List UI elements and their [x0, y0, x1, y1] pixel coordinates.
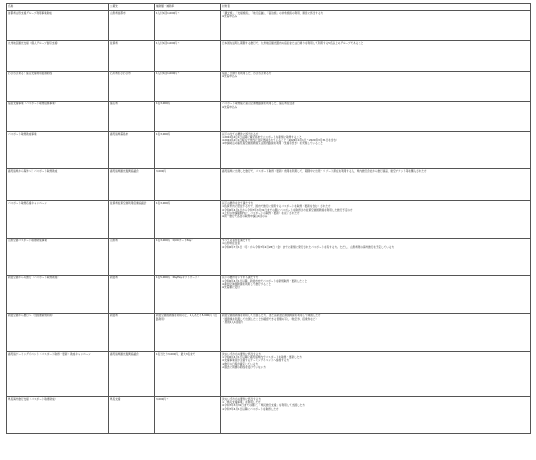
table-row — [7, 169, 531, 201]
cell-eligibility: 次のいずれかの要件に該当する方 ①令和6年4月1日以降に鹿児島県内でパスポートを取得・更新した方 ②支援事業者が主催するゲーミングイベントへ参加する方 ③旅行の日程が確定している方 ④過去に同様の助成を受けていない方 — [221, 352, 531, 397]
cell-name: 新潟空港から旅行へ（出国便新規利用） — [7, 313, 109, 351]
cell-name: 県民海外旅行支援（パスポート取得助成） — [7, 397, 109, 434]
header-organization: 公募先 — [109, 4, 155, 11]
cell-organization: 佐賀県佐賀空港利用促進協議会 — [109, 201, 155, 238]
cell-amount: 1人付1回1,000円〜 — [155, 11, 221, 41]
table-row — [7, 11, 531, 41]
cell-name: パスポート取得助成事業 — [7, 131, 109, 168]
cell-amount: 1名5,000円（PayPayギフトカード） — [155, 275, 221, 313]
cell-organization: 佐賀県 — [109, 41, 155, 71]
cell-amount: 3,000円 — [155, 169, 221, 201]
header-name: 名称 — [7, 4, 109, 11]
cell-amount: 1名3,000円 — [155, 131, 221, 168]
cell-eligibility: 以下の要件をいずれも満たす方 ①令和6年4月1日以降、新潟市内でパスポートを新規取得・更新したこと ②新潟空港国際線を利用して旅行すること ※先着順に受付 — [221, 275, 531, 313]
cell-name: 鹿児島ゲーミングイベント（パスポート取得・更新）助成キャンペーン — [7, 352, 109, 397]
table-row — [7, 397, 531, 434]
cell-eligibility: 日本国を証明し期間する旅行で、九州地区観光圏内の宿泊または日帰りを利用して利用する5名以上のグループであること — [221, 41, 531, 71]
cell-organization: 鹿児島県観光振興協議会 — [109, 169, 155, 201]
header-amount: 補助額・補助率 — [155, 4, 221, 11]
cell-eligibility: 以下の全ての要件に該当する方 ①2024年4月1日以降に鹿児島市でパスポートを新規に取得すること ②2024年4月1日時点で市内に住民登録されていること（2026年4月1日〜2029年3月31日を含む） ③申請時点の鹿児島空港国際線又は国内路線を利用（支援手続き）を実施していること — [221, 131, 531, 168]
cell-eligibility: 以下の要件を全て満たす方 ①佐賀市内に居住する方で、国内で旅行に使用するパスポートを取得（更新を含む）された方 ②令和6年4月1日から令和7年3月31日までの間にパスポートを取得され佐賀空港国際線を利用した旅行予定の方 ③上記の申請期間内に、パスポートの取得（更新）を完了された方 ※同一旅行で各自の取得申請は1回のみ — [221, 201, 531, 238]
cell-organization: 山形県首都市 — [109, 11, 155, 41]
cell-eligibility: すべての条件を満たす方 ①山形県在住者 ②令和6年7月1日（月）から令和7年2月28日（金）までに新規に発行されたパスポートを有する方。ただし、山形県発の海外旅行を予定している方 — [221, 238, 531, 275]
table-header-row — [7, 4, 531, 11]
cell-organization: 石川県わざわざ市 — [109, 71, 155, 101]
cell-organization: 富山県 — [109, 101, 155, 131]
cell-amount: 1名3,000円（QUOカードPay） — [155, 238, 221, 275]
cell-amount: 新潟空港国際線を利用の上、1人あたり5,000円（往路利用） — [155, 313, 221, 351]
cell-eligibility: パスポート取得後に富山空港便路線を利用した、富山県在住者 ※先着申込み — [221, 101, 531, 131]
cell-amount: 1人付1回1,000円〜 — [155, 71, 221, 101]
subsidy-table — [6, 3, 531, 434]
cell-eligibility: 「観光施」、「支援施設」、「地元店舗」、「宿泊施」の対象施設の利用、運営に該当する方 ※先着申込み — [221, 11, 531, 41]
cell-amount: 1人付1回1,000円〜 — [155, 41, 221, 71]
cell-amount: 1名3,000円 — [155, 101, 221, 131]
table-row — [7, 352, 531, 397]
cell-name: 鹿児島県から海外へ！パスポート取得助成 — [7, 169, 109, 201]
table-row — [7, 41, 531, 71]
table-row — [7, 71, 531, 101]
table-row — [7, 238, 531, 275]
cell-eligibility: 次のいずれかの要件に該当する方 ①「県民支援事業」を利用した方 ②令和7年3月31日までの間に、「県民旅行支援」を利用して出国した方 ③令和7年4月1日以降にパスポートを取得した方 — [221, 397, 531, 434]
cell-name: 首都県山形支援グループ利用事業助成 — [7, 11, 109, 41]
cell-name: 山形空港パスポート取得助成事業 — [7, 238, 109, 275]
cell-amount: 1名3,000円 — [155, 201, 221, 238]
cell-amount: 3,000円〜 — [155, 397, 221, 434]
cell-organization: 鹿児島県霧島市 — [109, 131, 155, 168]
cell-organization: 鹿児島県観光振興協議会 — [109, 352, 155, 397]
cell-name: パスポート取得応援キャンペーン — [7, 201, 109, 238]
cell-organization: 新潟県 — [109, 313, 155, 351]
table-row — [7, 201, 531, 238]
cell-eligibility: 新潟空港国際線を利用して出国した方、または新潟空港国際線を利用して帰国した方 ・国際線を利用して出国したことが確認できる書類の写し（航空券、搭乗券など） ・原則1人1回限り — [221, 313, 531, 351]
cell-name: わざわざ来る！富山支援利用促進助成 — [7, 71, 109, 101]
cell-eligibility: 宿泊・日帰りを利用した、わざわざ来る方 ※先着申込み — [221, 71, 531, 101]
cell-organization: 県民支援 — [109, 397, 155, 434]
cell-name: 新潟空港からの旅行（パスポート取得助成） — [7, 275, 109, 313]
cell-name: 九州地区観光支援（個人グループ割引支援） — [7, 41, 109, 71]
table-row — [7, 313, 531, 351]
table-row — [7, 131, 531, 168]
cell-organization: 山形県 — [109, 238, 155, 275]
header-eligibility: 対象者 — [221, 4, 531, 11]
cell-organization: 新潟県 — [109, 275, 155, 313]
cell-amount: 1名当たり3,000円、最大3名まで — [155, 352, 221, 397]
table-row — [7, 101, 531, 131]
table-row — [7, 275, 531, 313]
cell-eligibility: 鹿児島県に出発した旅行で、パスポート取得（更新）費用を利用して、期間中に出発・リゾート滞在を利用する人、県内旅行会社から旅行商品、航空チケット等を購入された方 — [221, 169, 531, 201]
cell-name: 宿泊支援事業（パスポート取得促進事業） — [7, 101, 109, 131]
